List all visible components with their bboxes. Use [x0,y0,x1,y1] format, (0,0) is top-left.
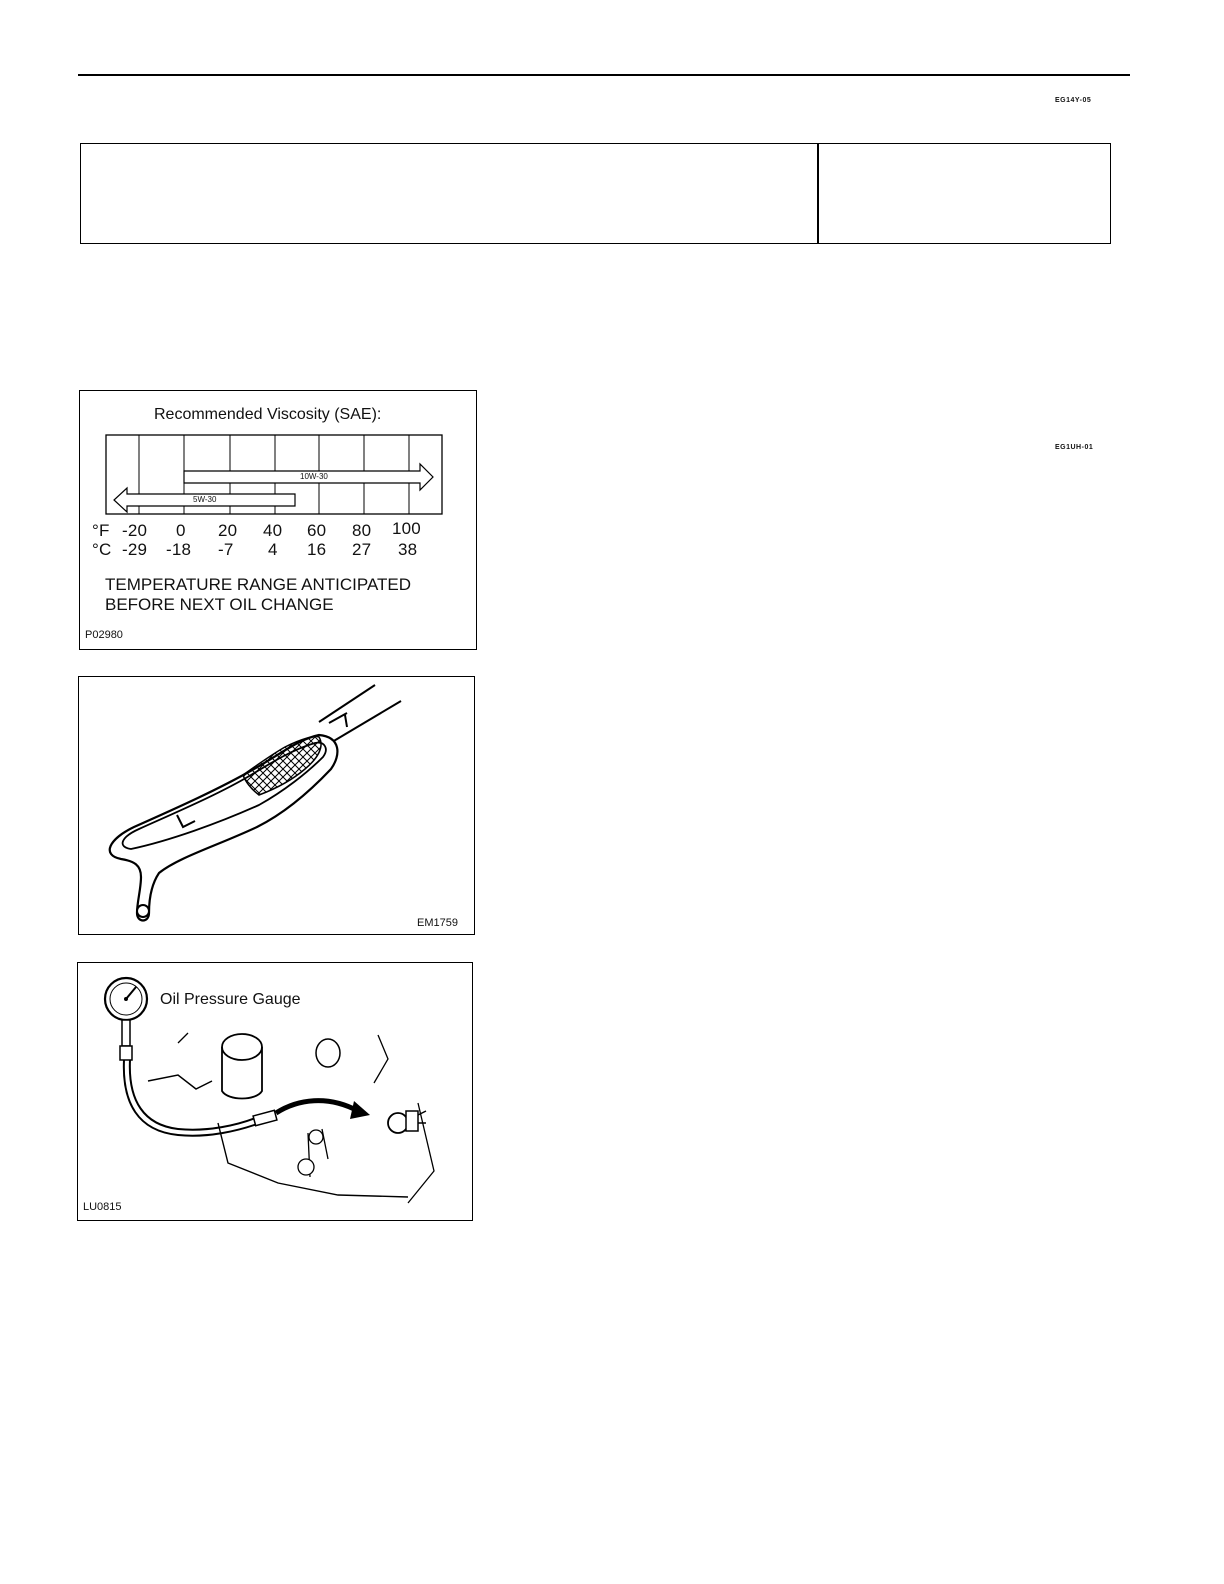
celsius-value: 38 [398,540,418,559]
arrow-5w30-label: 5W-30 [193,495,217,504]
section-code-top: EG14Y-05 [1055,97,1092,104]
spec-table [80,143,1111,244]
celsius-value: 16 [307,540,327,559]
celsius-unit: °C [92,540,112,559]
gauge-title: Oil Pressure Gauge [160,991,301,1008]
caption-line-2: BEFORE NEXT OIL CHANGE [105,595,334,614]
celsius-value: 27 [352,540,372,559]
fahrenheit-value: 60 [307,521,327,540]
fahrenheit-unit: °F [92,521,110,540]
figure-id: LU0815 [83,1201,122,1213]
viscosity-figure [79,390,477,650]
celsius-value: 4 [268,540,278,559]
arrow-10w30-label: 10W-30 [300,472,328,481]
pressure-sender [388,1113,408,1133]
fahrenheit-value: 100 [392,519,421,538]
celsius-value: -18 [166,540,192,559]
celsius-value: -7 [218,540,234,559]
figure-id: EM1759 [417,917,458,929]
celsius-value: -29 [122,540,148,559]
fahrenheit-value: 80 [352,521,372,540]
header-rule [78,74,1130,76]
spec-table-divider [817,144,819,243]
gauge-figure [77,962,473,1221]
dipstick-illustration [79,677,474,934]
fahrenheit-value: 0 [176,521,186,540]
viscosity-title: Recommended Viscosity (SAE): [154,406,382,423]
fahrenheit-value: 20 [218,521,238,540]
fahrenheit-value: -20 [122,521,148,540]
caption-line-1: TEMPERATURE RANGE ANTICIPATED [105,575,412,594]
section-code-mid: EG1UH-01 [1055,444,1094,451]
dipstick-figure [78,676,475,935]
figure-id: P02980 [85,629,123,641]
fahrenheit-value: 40 [263,521,283,540]
